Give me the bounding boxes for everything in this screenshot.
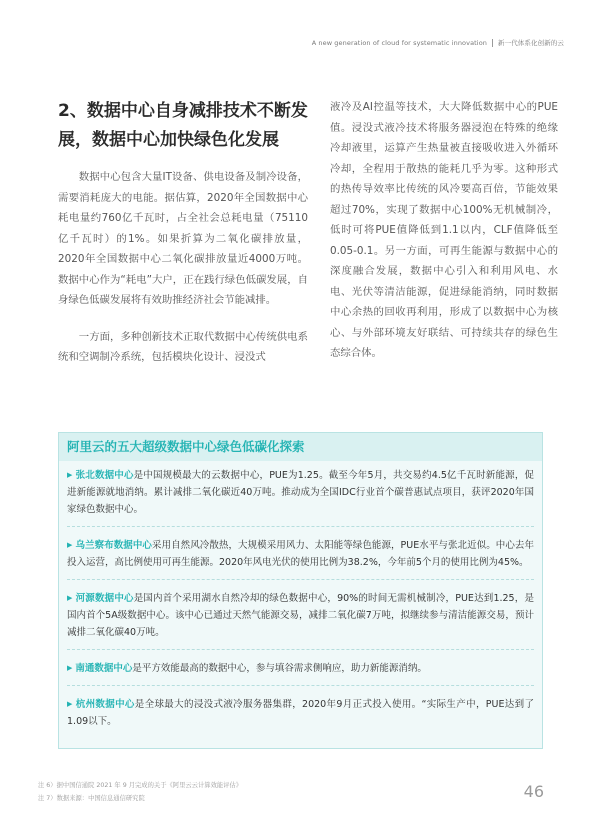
- data-center-description: 是国内首个采用湖水自然冷却的绿色数据中心，90%的时间无需机械制冷，PUE达到1.25，是国内首个5A级数据中心。该中心已通过天然气能源交易，减排二氧化碳7万吨，拟继续参与清洁能源交易，预计减排二氧化碳40万吨。: [67, 593, 534, 638]
- data-center-description: 是全球最大的浸没式液冷服务器集群，2020年9月正式投入使用。“实际生产中，PUE达到了1.09以下。: [67, 699, 534, 727]
- data-center-name: 南通数据中心: [75, 663, 133, 674]
- list-item: [67, 660, 534, 686]
- data-center-name: 乌兰察布数据中心: [75, 540, 152, 551]
- section-title: 2、数据中心自身减排技术不断发展，数据中心加快绿色化发展: [58, 101, 308, 150]
- paragraph-innovation-continued: 液冷及AI控温等技术，大大降低数据中心的PUE值。浸没式液冷技术将服务器浸泡在特殊的绝缘冷却液里，运算产生热量被直接吸收进入外循环冷却，全程用于散热的能耗几乎为零。这种形式的热传导效率比传统的风冷要高百倍，节能效果超过70%，实现了数据中心100%无机械制冷，低时可将PUE值降低到1.1以内，CLF值降低至0.05-0.1。另一方面，可再生能源与数据中心的深度融合发展，数据中心引入和利用风电、水电、光伏等清洁能源，促进绿能消纳，同时数据中心余热的回收再利用，形成了以数据中心为核心、与外部环境友好联结、可持续共存的绿色生态综合体。: [330, 101, 558, 359]
- triangle-bullet-icon: ▶: [67, 541, 73, 549]
- paragraph-energy-consumption: 数据中心包含大量IT设备、供电设备及制冷设备，需要消耗庞大的电能。据估算，2020年全国数据中心耗电量约760亿千瓦时，占全社会总耗电量（75110亿千瓦时）的1%。如果折算为二氧化碳排放量，2020年全国数据中心二氧化碳排放量近4000万吨。数据中心作为“耗电”大户，正在践行绿色低碳发展，自身绿色低碳发展将有效助推经济社会节能减排。: [58, 171, 308, 306]
- data-center-description: 是平方效能最高的数据中心，参与填谷需求侧响应，助力新能源消纳。: [132, 663, 427, 674]
- data-center-name: 河源数据中心: [75, 593, 134, 604]
- data-center-description: 是中国规模最大的云数据中心，PUE为1.25。截至今年5月，共交易约4.5亿千瓦时新能源，促进新能源就地消纳。累计减排二氧化碳近40万吨。推动成为全国IDC行业首个碳普惠试点项目，获评2020年国家绿色数据中心。: [67, 470, 534, 515]
- footnote: 注 6）据中国信通院 2021 年 9 月完成的关于《阿里云云计算效能评估》: [38, 782, 243, 789]
- left-column: [58, 97, 308, 368]
- list-item: [67, 537, 534, 580]
- triangle-bullet-icon: ▶: [67, 664, 73, 672]
- triangle-bullet-icon: ▶: [67, 471, 73, 479]
- footnotes: [38, 779, 242, 805]
- case-study-box: [58, 432, 543, 749]
- footnote: 注 7）数据来源：中国信息通信研究院: [38, 795, 145, 802]
- list-item: [67, 590, 534, 650]
- header-divider: [492, 39, 493, 47]
- header-tagline-en: A new generation of cloud for systematic innovation: [311, 38, 487, 47]
- triangle-bullet-icon: ▶: [67, 700, 73, 708]
- right-column: [330, 97, 558, 364]
- list-item: [67, 696, 534, 738]
- case-study-list: [59, 461, 542, 738]
- paragraph-innovation-start: 一方面，多种创新技术正取代数据中心传统供电系统和空调制冷系统，包括模块化设计、浸没式: [58, 330, 308, 363]
- page-header: [312, 38, 564, 47]
- header-tagline-cn: 新一代体系化创新的云: [498, 39, 564, 47]
- triangle-bullet-icon: ▶: [67, 594, 73, 602]
- case-study-title: 阿里云的五大超级数据中心绿色低碳化探索: [59, 433, 542, 461]
- list-item: [67, 467, 534, 527]
- data-center-name: 张北数据中心: [75, 470, 134, 481]
- data-center-name: 杭州数据中心: [75, 699, 135, 710]
- page-number: 46: [523, 782, 544, 801]
- data-center-description: 采用自然风冷散热，大规模采用风力、太阳能等绿色能源，PUE水平与张北近似。中心去年投入运营，高比例使用可再生能源。2020年风电光伏的使用比例为38.2%，今年前5个月的使用比例为45%。: [67, 540, 534, 568]
